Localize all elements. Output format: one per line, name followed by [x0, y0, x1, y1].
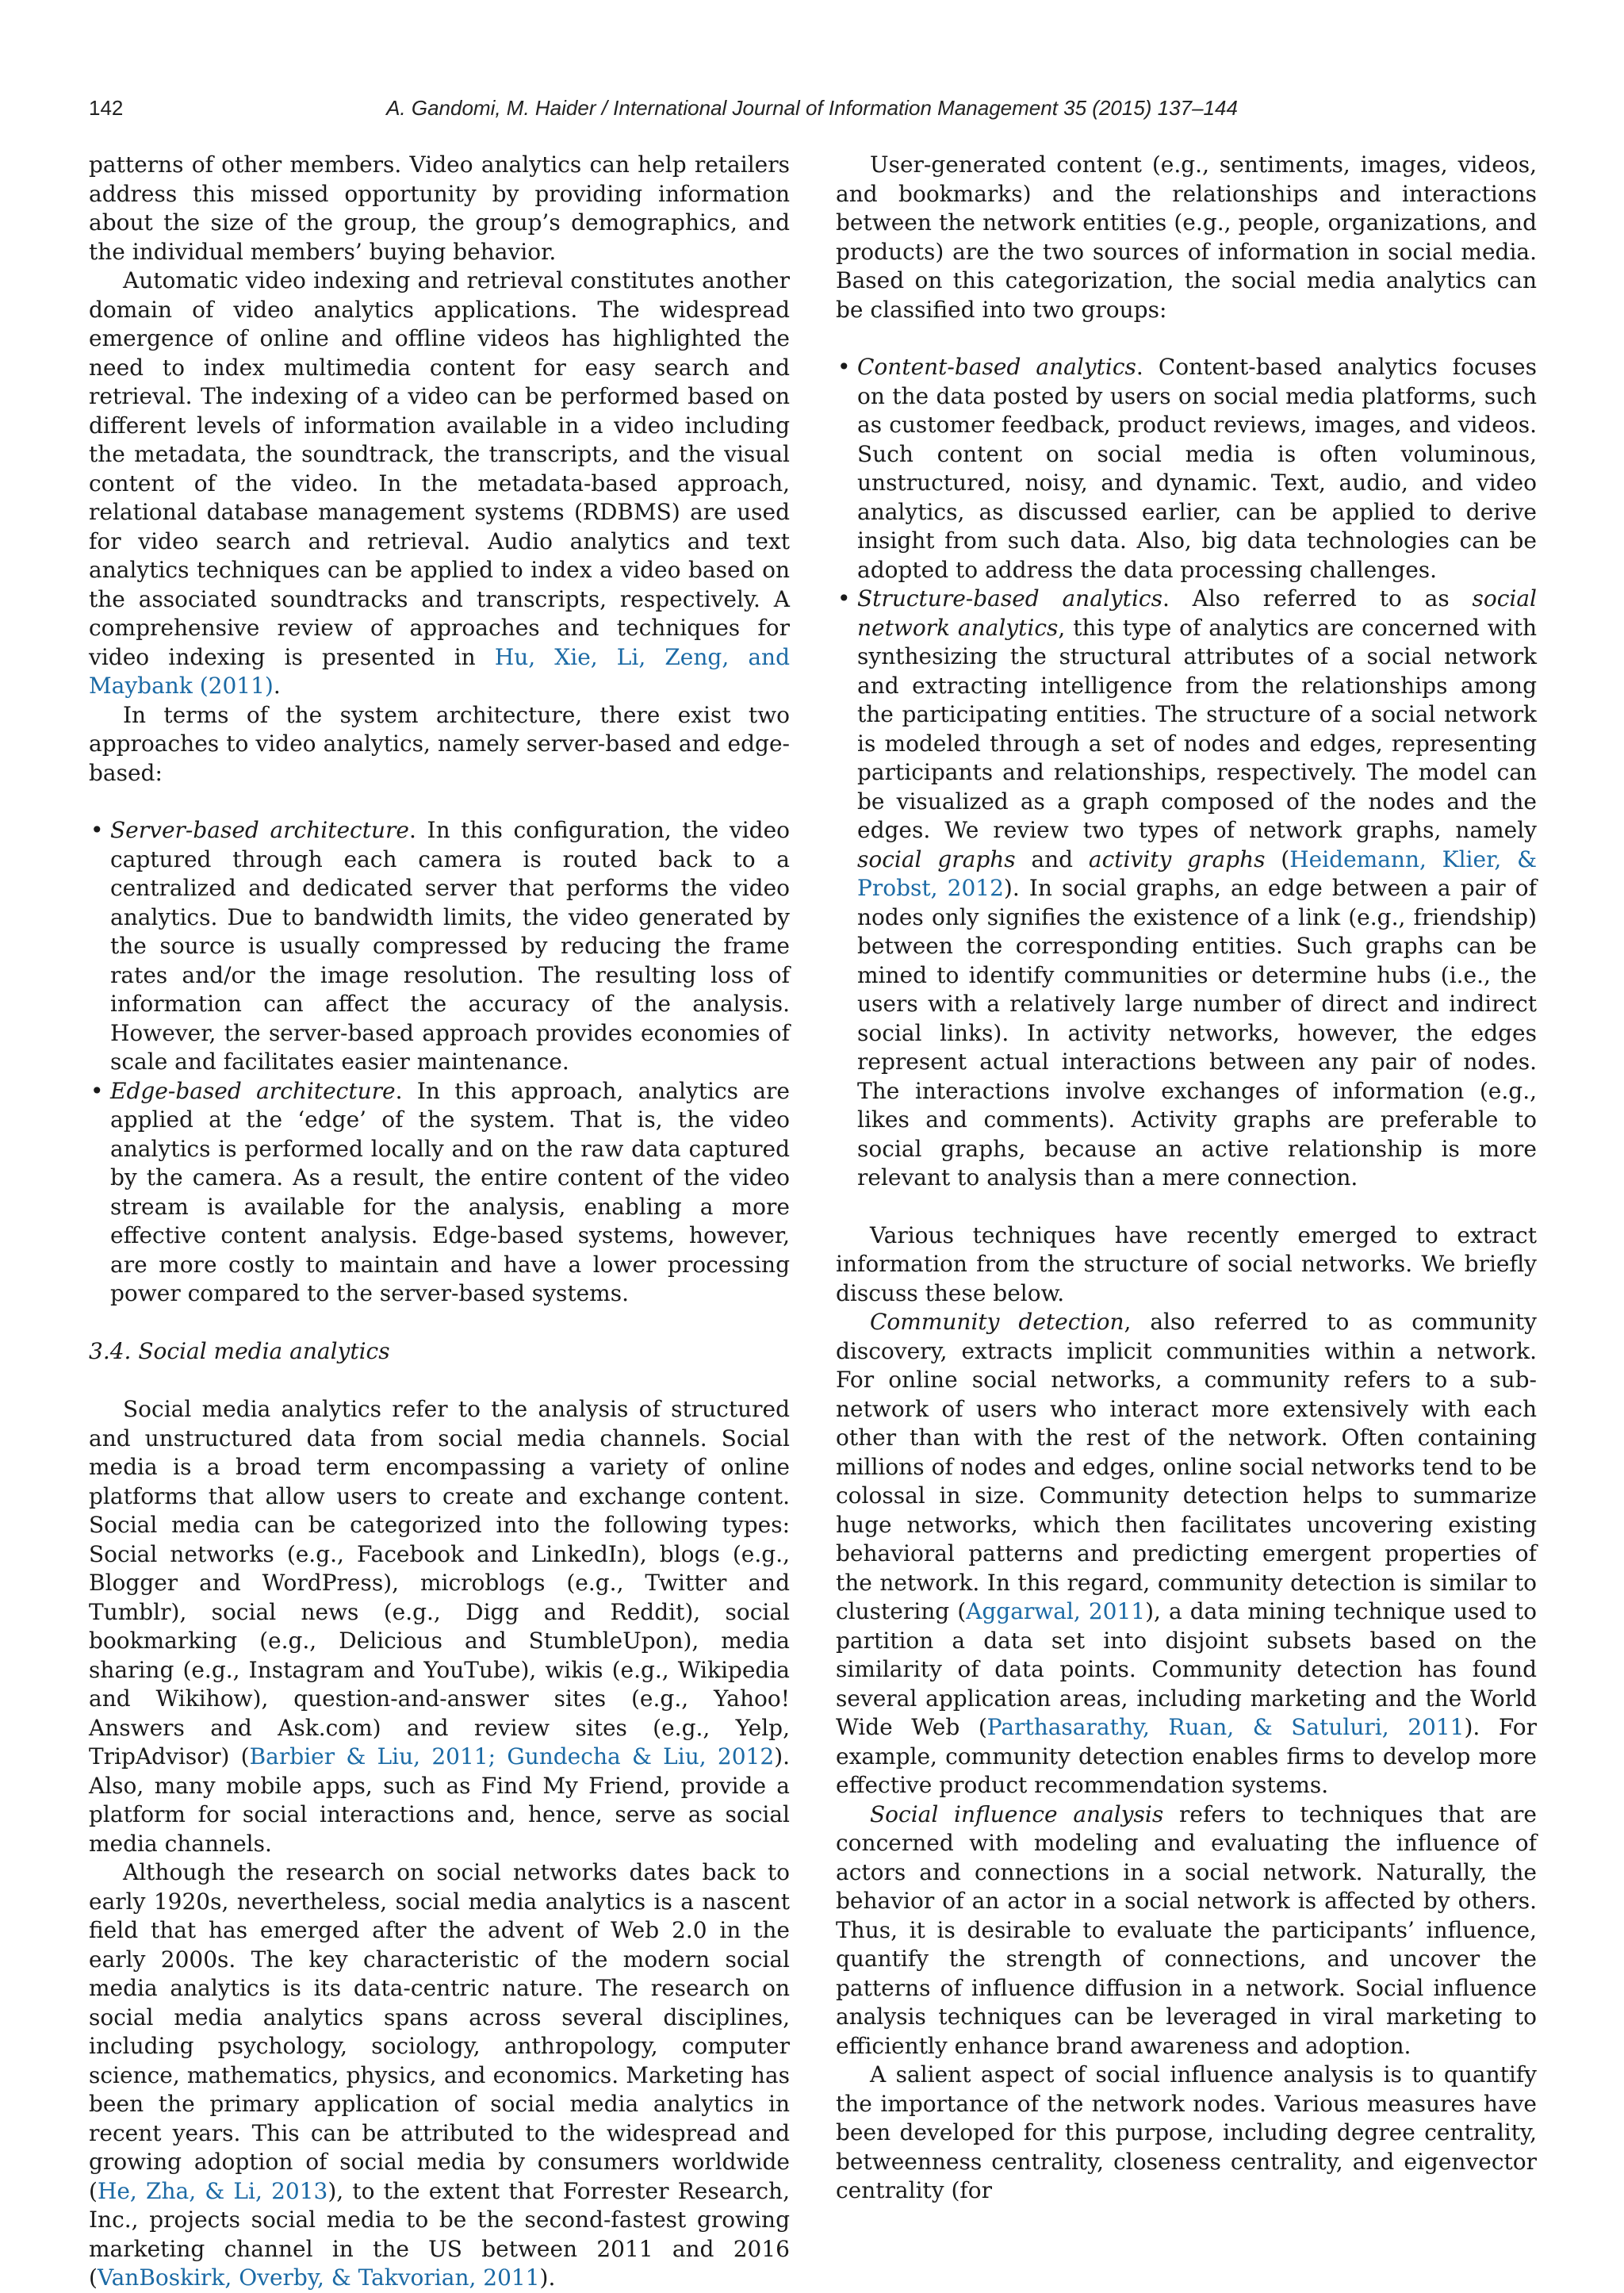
right-column [836, 151, 1537, 2206]
running-title: A. Gandomi, M. Haider / International Journal of Information Management 35 (2015) 137–144 [386, 96, 1238, 120]
citation-link[interactable]: Hu, Xie, Li, Zeng, and Maybank (2011) [89, 643, 790, 699]
list-item: • Server-based architecture. In this configuration, the video captured through each camera is routed back to a centralized and dedicated server that performs the video analytics. Due to bandwidth limits, the video generated by the source is usually compressed by reducing the frame rates and/or the image resolution. The resulting loss of information can affect the accuracy of the analysis. However, the server-based approach provides economies of scale and facilitates easier maintenance. [89, 816, 790, 1077]
running-header [0, 96, 1624, 128]
paragraph: In terms of the system architecture, there exist two approaches to video analytics, namely server-based and edge-based: [89, 701, 790, 786]
citation-link[interactable]: Aggarwal, 2011 [966, 1598, 1146, 1624]
list-item: • Edge-based architecture. In this approach, analytics are applied at the ‘edge’ of the system. That is, the video analytics is performed locally and on the raw data captured by the camera. As a result, the entire content of the video stream is available for the analysis, enabling a more effective content analysis. Edge-based systems, however, are more costly to maintain and have a lower processing power compared to the server-based systems. [89, 1077, 790, 1309]
paragraph: Various techniques have recently emerged to extract information from the structure of social networks. We briefly discuss these below. [836, 1221, 1537, 1306]
paragraph: A salient aspect of social influence analysis is to quantify the importance of the network nodes. Various measures have been developed for this purpose, including degree centrality, betweenness centrality, closeness centrality, and eigenvector centrality (for [836, 2061, 1537, 2203]
page-number: 142 [89, 96, 124, 120]
paragraph: patterns of other members. Video analytics can help retailers address this missed opportunity by providing information about the size of the group, the group’s demographics, and the individual members’ buying behavior. [89, 151, 790, 265]
term: Community detection [870, 1309, 1124, 1335]
paragraph: Although the research on social networks dates back to early 1920s, nevertheless, social media analytics is a nascent field that has emerged after the advent of Web 2.0 in the early 2000s. The key characteristic of the modern social media analytics is its data-centric nature. The research on social media analytics spans across several disciplines, including psychology, sociology, anthropology, computer science, mathematics, physics, and economics. Marketing has been the primary application of social media analytics in recent years. This can be attributed to the widespread and growing adoption of social media by consumers worldwide (He, Zha, & Li, 2013), to the extent that Forrester Research, Inc., projects social media to be the second-fastest growing marketing channel in the US between 2011 and 2016 (VanBoskirk, Overby, & Takvorian, 2011). [89, 1859, 790, 2291]
term: Structure-based analytics [857, 585, 1162, 612]
term: Social influence analysis [870, 1800, 1164, 1827]
paragraph: Social media analytics refer to the analysis of structured and unstructured data from social media channels. Social media is a broad term encompassing a variety of online platforms that allow users to create and exchange content. Social media can be categorized into the following types: Social networks (e.g., Facebook and LinkedIn), blogs (e.g., Blogger and WordPress), microblogs (e.g., Twitter and Tumblr), social news (e.g., Digg and Reddit), social bookmarking (e.g., Delicious and StumbleUpon), media sharing (e.g., Instagram and YouTube), wikis (e.g., Wikipedia and Wikihow), question-and-answer sites (e.g., Yahoo! Answers and Ask.com) and review sites (e.g., Yelp, TripAdvisor) (Barbier & Liu, 2011; Gundecha & Liu, 2012). Also, many mobile apps, such as Find My Friend, provide a platform for social interactions and, hence, serve as social media channels. [89, 1396, 791, 1857]
list-item: • Structure-based analytics. Also referred to as social network analytics, this type of analytics are concerned with synthesizing the structural attributes of a social network and extracting intelligence from the relationships among the participating entities. The structure of a social network is modeled through a set of nodes and edges, representing participants and relationships, respectively. The model can be visualized as a graph composed of the nodes and the edges. We review two types of network graphs, namely social graphs and activity graphs (Heidemann, Klier, & Probst, 2012). In social graphs, an edge between a pair of nodes only signifies the existence of a link (e.g., friendship) between the corresponding entities. Such graphs can be mined to identify communities or determine hubs (i.e., the users with a relatively large number of direct and indirect social links). In activity networks, however, the edges represent actual interactions between any pair of nodes. The interactions involve exchanges of information (e.g., likes and comments). Activity graphs are preferable to social graphs, because an active relationship is more relevant to analysis than a mere connection. [836, 585, 1537, 1193]
left-column [89, 151, 790, 2293]
analytics-list [836, 353, 1537, 1193]
citation-link[interactable]: Heidemann, Klier, & Probst, 2012 [857, 845, 1538, 901]
paragraph: Automatic video indexing and retrieval constitutes another domain of video analytics applications. The widespread emergence of online and offline videos has highlighted the need to index multimedia content for easy search and retrieval. The indexing of a video can be performed based on different levels of information available in a video including the metadata, the soundtrack, the transcripts, and the visual content of the video. In the metadata-based approach, relational database management systems (RDBMS) are used for video search and retrieval. Audio analytics and text analytics techniques can be applied to index a video based on the associated soundtracks and transcripts, respectively. A comprehensive review of approaches and techniques for video indexing is presented in Hu, Xie, Li, Zeng, and Maybank (2011). [89, 267, 790, 699]
list-item: • Content-based analytics. Content-based analytics focuses on the data posted by users on social media platforms, such as customer feedback, product reviews, images, and videos. Such content on social media is often voluminous, unstructured, noisy, and dynamic. Text, audio, and video analytics, as discussed earlier, can be applied to derive insight from such data. Also, big data technologies can be adopted to address the data processing challenges. [836, 353, 1537, 585]
term: Edge-based architecture [110, 1077, 396, 1104]
paragraph: User-generated content (e.g., sentiments, images, videos, and bookmarks) and the relationships and interactions between the network entities (e.g., people, organizations, and products) are the two sources of information in social media. Based on this categorization, the social media analytics can be classified into two groups: [836, 151, 1537, 323]
term: Server-based architecture [110, 817, 409, 843]
citation-link[interactable]: Barbier & Liu, 2011; Gundecha & Liu, 2012 [249, 1743, 775, 1770]
paragraph: Social influence analysis refers to techniques that are concerned with modeling and evaluating the influence of actors and connections in a social network. Naturally, the behavior of an actor in a social network is affected by others. Thus, it is desirable to evaluate the participants’ influence, quantify the strength of connections, and uncover the patterns of influence diffusion in a network. Social influence analysis techniques can be leveraged in viral marketing to efficiently enhance brand awareness and adoption. [836, 1800, 1537, 2059]
citation-link[interactable]: He, Zha, & Li, 2013 [97, 2177, 328, 2204]
architecture-list [89, 816, 790, 1309]
citation-link[interactable]: Parthasarathy, Ruan, & Satuluri, 2011 [986, 1714, 1465, 1740]
citation-link[interactable]: VanBoskirk, Overby, & Takvorian, 2011 [97, 2264, 540, 2291]
paragraph: Community detection, also referred to as community discovery, extracts implicit communities within a network. For online social networks, a community refers to a sub-network of users who interact more extensively with each other than with the rest of the network. Often containing millions of nodes and edges, online social networks tend to be colossal in size. Community detection helps to summarize huge networks, which then facilitates uncovering existing behavioral patterns and predicting emergent properties of the network. In this regard, community detection is similar to clustering (Aggarwal, 2011), a data mining technique used to partition a data set into disjoint subsets based on the similarity of data points. Community detection has found several application areas, including marketing and the World Wide Web (Parthasarathy, Ruan, & Satuluri, 2011). For example, community detection enables firms to develop more effective product recommendation systems. [836, 1309, 1538, 1798]
section-heading: 3.4. Social media analytics [89, 1337, 390, 1364]
term: Content-based analytics [857, 354, 1136, 380]
